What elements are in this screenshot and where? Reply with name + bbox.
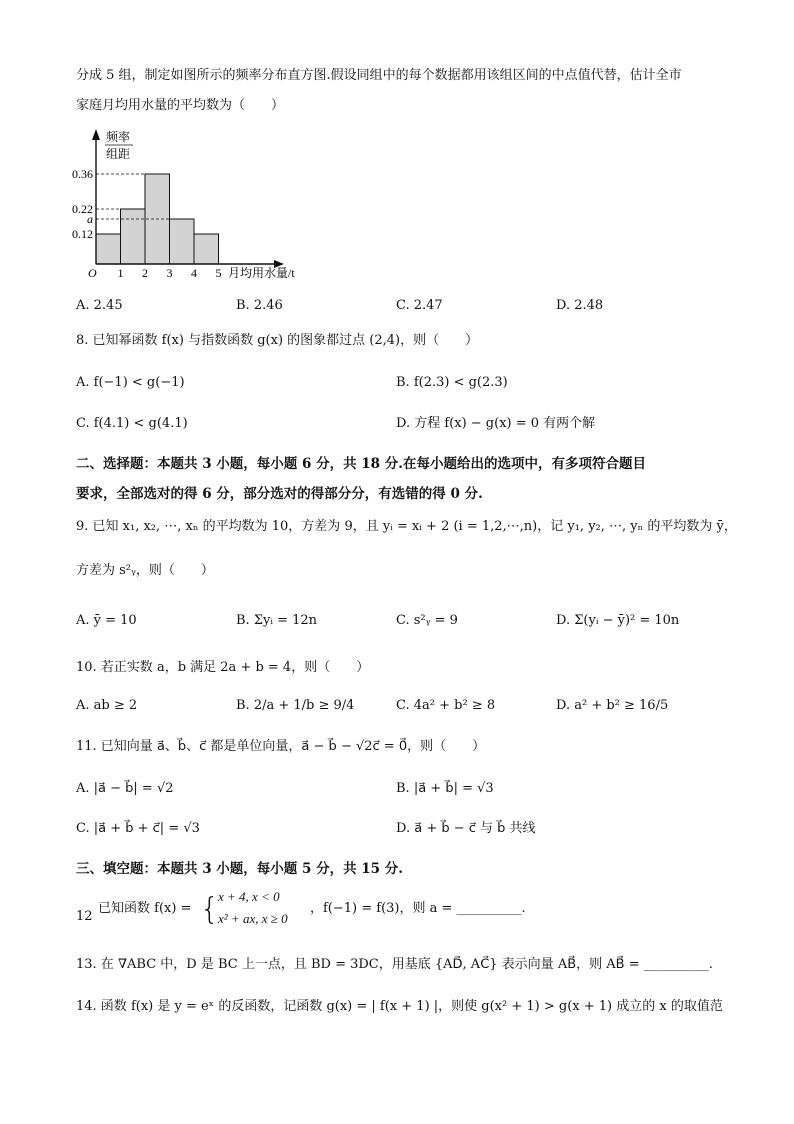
q8-option-b: B. f(2.3) < g(2.3): [396, 375, 508, 390]
q12-number: 12: [76, 909, 93, 924]
q9-stem-line2: 方差为 s²ᵧ，则（ ）: [76, 563, 214, 578]
q12-case1: x + 4, x < 0: [218, 889, 280, 904]
y-tick-label: a: [87, 212, 93, 226]
q9-option-a: A. ȳ = 10: [76, 613, 137, 628]
q10-option-a: A. ab ≥ 2: [76, 698, 138, 713]
ylabel-bottom: 组距: [106, 147, 131, 161]
q11-option-c: C. |a⃗ + b⃗ + c⃗| = √3: [76, 821, 200, 836]
section3-heading: 三、填空题：本题共 3 小题，每小题 5 分，共 15 分.: [76, 861, 403, 877]
q13-stem: 13. 在 ∇ABC 中，D 是 BC 上一点，且 BD = 3DC，用基底 {AD⃗, AC⃗} 表示向量 AB⃗，则 AB⃗ = __________.: [76, 957, 713, 972]
q8-option-a: A. f(−1) < g(−1): [76, 375, 185, 390]
histogram-bar: [194, 234, 219, 264]
q12-prefix: 已知函数 f(x) =: [98, 901, 192, 916]
q10-option-d: D. a² + b² ≥ 16/5: [556, 698, 669, 713]
y-tick-label: 0.12: [72, 227, 93, 241]
q7-option-d: D. 2.48: [556, 298, 604, 313]
x-tick-label: 2: [142, 266, 148, 280]
origin-label: O: [88, 266, 97, 280]
q9-option-d: D. Σ(yᵢ − ȳ)² = 10n: [556, 613, 680, 628]
x-tick-label: 1: [117, 266, 124, 280]
q12-suffix: ，f(−1) = f(3)，则 a = __________.: [310, 901, 526, 916]
q14-stem: 14. 函数 f(x) 是 y = eˣ 的反函数，记函数 g(x) = | f(x + 1) |，则使 g(x² + 1) > g(x + 1) 成立的 x 的取值范: [76, 999, 723, 1014]
q11-stem: 11. 已知向量 a⃗、b⃗、c⃗ 都是单位向量，a⃗ − b⃗ − √2c⃗ = 0⃗，则（ ）: [76, 739, 486, 754]
q11-option-b: B. |a⃗ + b⃗| = √3: [396, 781, 494, 796]
section2-heading-line1: 二、选择题：本题共 3 小题，每小题 6 分，共 18 分.在每小题给出的选项中，有多项符合题目: [76, 456, 646, 472]
y-tick-label: 0.36: [72, 167, 93, 181]
q8-stem: 8. 已知幂函数 f(x) 与指数函数 g(x) 的图象都过点 (2,4)，则（ ）: [76, 333, 479, 348]
histogram-bar: [121, 209, 146, 264]
q10-stem: 10. 若正实数 a，b 满足 2a + b = 4，则（ ）: [76, 660, 370, 675]
q7-stem-line1: 分成 5 组，制定如图所示的频率分布直方图.假设同组中的每个数据都用该组区间的中点值代替，估计全市: [76, 68, 682, 83]
histogram-bar: [170, 219, 195, 264]
q9-option-b: B. Σyᵢ = 12n: [236, 613, 318, 628]
q7-option-b: B. 2.46: [236, 298, 283, 313]
frequency-histogram: [60, 124, 320, 284]
histogram-bar: [96, 234, 121, 264]
q8-option-d: D. 方程 f(x) − g(x) = 0 有两个解: [396, 416, 596, 431]
q11-option-a: A. |a⃗ − b⃗| = √2: [76, 781, 174, 796]
q12-brace: {: [200, 892, 220, 927]
q11-option-d: D. a⃗ + b⃗ − c⃗ 与 b⃗ 共线: [396, 821, 536, 836]
q10-option-b: B. 2/a + 1/b ≥ 9/4: [236, 698, 355, 713]
x-axis-label: 月均用水量/t: [228, 266, 295, 280]
x-tick-label: 3: [166, 266, 173, 280]
q10-option-c: C. 4a² + b² ≥ 8: [396, 698, 496, 713]
x-tick-label: 5: [215, 266, 222, 280]
q9-stem-line1: 9. 已知 x₁, x₂, ⋯, xₙ 的平均数为 10，方差为 9，且 yᵢ = xᵢ + 2 (i = 1,2,⋯,n)，记 y₁, y₂, ⋯, yₙ 的平均数为 ȳ，: [76, 519, 737, 534]
q12-case2: x² + ax, x ≥ 0: [218, 911, 288, 926]
q7-option-c: C. 2.47: [396, 298, 443, 313]
ylabel-top: 频率: [106, 130, 131, 144]
q7-option-a: A. 2.45: [76, 298, 123, 313]
y-axis-arrow: [92, 129, 100, 140]
q9-option-c: C. s²ᵧ = 9: [396, 613, 458, 628]
y-tick-label: 0.22: [72, 202, 93, 216]
x-tick-label: 4: [191, 266, 197, 280]
section2-heading-line2: 要求，全部选对的得 6 分，部分选对的得部分分，有选错的得 0 分.: [76, 486, 483, 502]
q7-stem-line2: 家庭月均用水量的平均数为（ ）: [76, 98, 285, 113]
q8-option-c: C. f(4.1) < g(4.1): [76, 416, 188, 431]
